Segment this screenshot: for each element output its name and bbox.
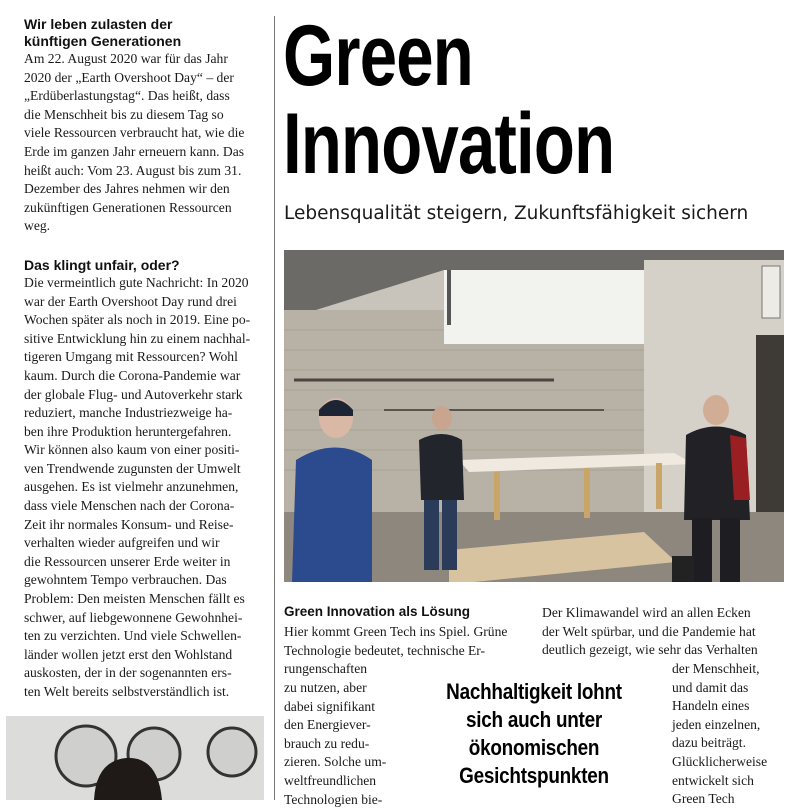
text-line: den Energiever- — [284, 717, 371, 733]
text-line: ausgehen. Es ist vielmehr anzunehmen, — [24, 479, 239, 495]
text-line: der globale Flug- und Autoverkehr stark — [24, 386, 243, 402]
text-line: jeden einzelnen, — [672, 716, 761, 732]
section-body-unfair — [24, 274, 267, 702]
text-line: zukünftigen Generationen Ressourcen — [24, 199, 232, 215]
pull-quote-line: sich auch unter — [466, 707, 602, 732]
portrait-photo — [6, 716, 264, 800]
text-line: 2020 der „Earth Overshoot Day“ – der — [24, 69, 234, 85]
text-line: zu nutzen, aber — [284, 680, 367, 695]
text-line: länder wollen jetzt erst den Wohlstand — [24, 646, 233, 662]
heading-green-innovation: Green Innovation als Lösung — [284, 604, 471, 619]
text-line: Dezember des Jahres nehmen wir den — [24, 181, 230, 197]
text-line: heißt auch: Vom 23. August bis zum 31. — [24, 162, 242, 178]
text-line: weg. — [24, 218, 51, 234]
text-line: gewohntem Tempo verbrauchen. Das — [24, 572, 227, 588]
text-line: war der Earth Overshoot Day rund drei — [24, 293, 237, 309]
text-line: reduziert, manche Industriezweige ha- — [24, 405, 233, 421]
text-line: Zeit ihr normales Konsum- und Reise- — [24, 516, 234, 532]
text-line: und damit das — [672, 679, 749, 695]
text-line: dabei signifikant — [284, 698, 375, 714]
text-line: tigeren Umgang mit Ressourcen? Wohl — [24, 349, 238, 365]
text-line: rungenschaften — [284, 661, 368, 677]
text-line: Glücklicherweise — [672, 753, 768, 769]
page-subtitle: Lebensqualität steigern, Zukunftsfähigkeit sichern — [284, 203, 749, 224]
text-line: ten Welt bereits selbstverständlich ist. — [24, 684, 230, 699]
text-line: „Erdüberlastungstag“. Das heißt, dass — [24, 88, 230, 104]
text-line: Green Tech — [672, 791, 735, 807]
text-line: ten zu verzichten. Und viele Schwellen- — [24, 628, 242, 644]
text-line: auskosten, der in der sogenannten ers- — [24, 665, 232, 681]
text-line: kaum. Durch die Corona-Pandemie war — [24, 367, 241, 383]
section-heading-unfair: Das klingt unfair, oder? — [24, 256, 180, 273]
text-line: brauch zu redu- — [284, 735, 370, 751]
text-line: schwer, auf liebgewonnene Gewohnhei- — [24, 609, 243, 625]
text-line: Problem: Den meisten Menschen fällt es — [24, 591, 245, 607]
text-line: entwickelt sich — [672, 772, 754, 788]
left-column — [24, 16, 267, 702]
section-heading-generations: Wir leben zulasten der künftigen Generationen — [24, 16, 182, 49]
page-title: Green Innovation — [283, 8, 615, 192]
workshop-photo — [284, 250, 784, 582]
column-divider — [274, 16, 275, 800]
green-section-body-top — [284, 623, 526, 679]
text-line: Handeln eines — [672, 698, 750, 714]
text-line: viele Ressourcen verbraucht hat, wie die — [24, 125, 245, 141]
text-line: der Menschheit, — [672, 661, 760, 676]
text-line: Technologie bedeutet, technische Er- — [284, 642, 486, 658]
text-line: Der Klimawandel wird an allen Ecken — [542, 605, 751, 620]
text-line: zieren. Solche um- — [284, 754, 387, 770]
pull-quote-line: Nachhaltigkeit lohnt — [446, 679, 622, 704]
workshop-photo-illustration — [284, 250, 784, 582]
text-line: ven Trendwende zugunsten der Umwelt — [24, 460, 241, 476]
climate-section-body-narrow — [672, 660, 784, 809]
portrait-illustration — [6, 716, 264, 800]
text-line: ben ihre Produktion heruntergefahren. — [24, 423, 232, 439]
text-line: Technologien bie- — [284, 791, 383, 807]
text-line: dass viele Menschen nach der Corona- — [24, 498, 235, 514]
section-body-generations — [24, 50, 267, 236]
pull-quote — [410, 678, 658, 790]
text-line: verhalten wieder aufgreifen und wir — [24, 535, 220, 551]
text-line: deutlich gezeigt, wie sehr das Verhalten — [542, 642, 758, 658]
text-line: der Welt spürbar, und die Pandemie hat — [542, 623, 756, 639]
text-line: sitive Entwicklung hin zu einem nachhal- — [24, 330, 251, 346]
text-line: die Menschheit bis zu diesem Tag so — [24, 106, 224, 122]
pull-quote-line: ökonomischen — [468, 735, 600, 760]
text-line: Die vermeintlich gute Nachricht: In 2020 — [24, 274, 249, 290]
text-line: Erde im ganzen Jahr erneuern kann. Das — [24, 143, 245, 159]
text-line: Am 22. August 2020 war für das Jahr — [24, 51, 228, 66]
text-line: Hier kommt Green Tech ins Spiel. Grüne — [284, 624, 508, 639]
text-line: die Ressourcen unserer Erde weiter in — [24, 553, 231, 569]
green-section-body-narrow — [284, 679, 396, 809]
climate-section-body-top — [542, 604, 784, 660]
text-line: dazu beiträgt. — [672, 735, 746, 751]
pull-quote-line: Gesichtspunkten — [459, 763, 609, 788]
text-line: weltfreundlichen — [284, 772, 377, 788]
text-line: Wir können also kaum von einer positi- — [24, 442, 240, 458]
text-line: Wochen später als noch in 2019. Eine po- — [24, 312, 251, 328]
